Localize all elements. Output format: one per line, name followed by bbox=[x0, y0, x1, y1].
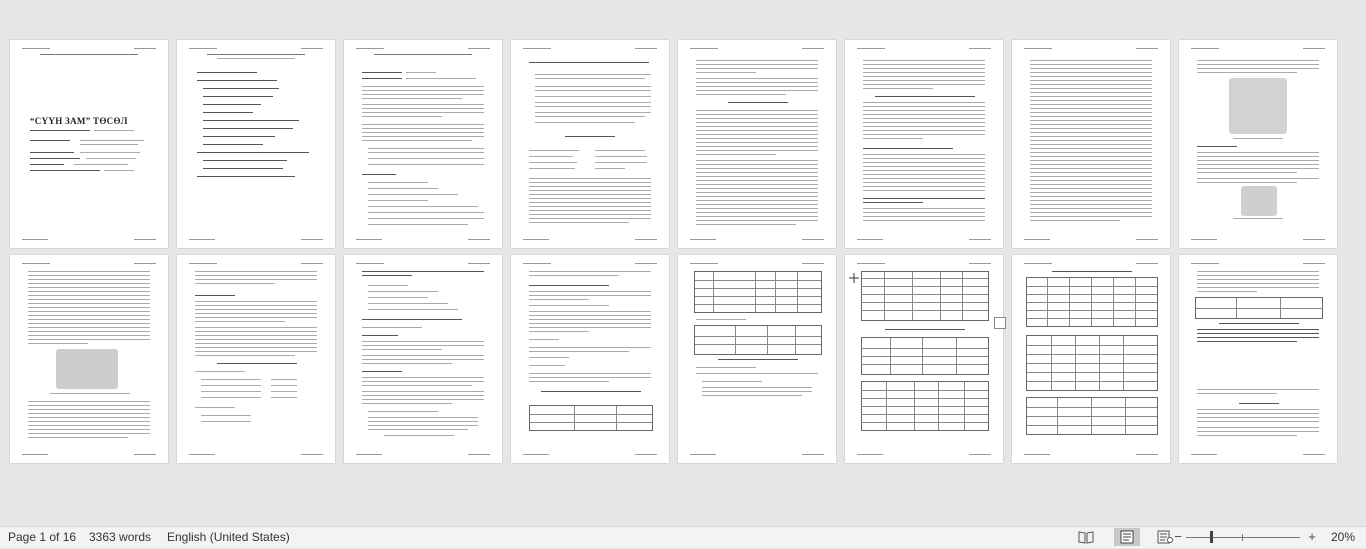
data-table bbox=[1026, 397, 1158, 435]
zoom-in-button[interactable]: + bbox=[1308, 529, 1316, 544]
data-table bbox=[1026, 277, 1158, 327]
machine-image bbox=[1229, 78, 1287, 134]
data-table bbox=[861, 271, 989, 321]
page-thumbnail-14[interactable] bbox=[845, 255, 1003, 463]
page-thumbnail-8[interactable] bbox=[1179, 40, 1337, 248]
zoom-out-button[interactable]: − bbox=[1174, 529, 1182, 544]
data-table bbox=[1026, 335, 1158, 391]
page-thumbnail-6[interactable] bbox=[845, 40, 1003, 248]
page-thumbnail-15[interactable] bbox=[1012, 255, 1170, 463]
zoom-slider-center-tick bbox=[1242, 534, 1243, 541]
page-thumbnail-4[interactable] bbox=[511, 40, 669, 248]
page-thumbnail-13[interactable] bbox=[678, 255, 836, 463]
page-thumbnail-7[interactable] bbox=[1012, 40, 1170, 248]
data-table bbox=[861, 381, 989, 431]
zoom-slider[interactable] bbox=[1186, 537, 1300, 538]
data-table bbox=[529, 405, 653, 431]
cover-title: “СҮҮН ЗАМ” ТӨСӨЛ bbox=[30, 116, 128, 126]
page-thumbnail-9[interactable] bbox=[10, 255, 168, 463]
page-thumbnail-2[interactable] bbox=[177, 40, 335, 248]
zoom-level[interactable]: 20% bbox=[1331, 530, 1356, 544]
data-table bbox=[694, 325, 822, 355]
move-cursor-icon bbox=[849, 270, 859, 280]
page-thumbnail-16[interactable] bbox=[1179, 255, 1337, 463]
page-count[interactable]: Page 1 of 16 bbox=[8, 530, 77, 544]
print-layout-icon[interactable] bbox=[1114, 528, 1140, 546]
data-table bbox=[1195, 297, 1323, 319]
book-icon[interactable] bbox=[1078, 530, 1094, 544]
page-thumbnail-3[interactable] bbox=[344, 40, 502, 248]
page-thumbnail-5[interactable] bbox=[678, 40, 836, 248]
page-thumbnail-1[interactable] bbox=[10, 40, 168, 248]
zoom-slider-thumb[interactable] bbox=[1210, 531, 1213, 543]
data-table bbox=[694, 271, 822, 313]
meat-grinder-image bbox=[56, 349, 118, 389]
page-thumbnail-12[interactable] bbox=[511, 255, 669, 463]
status-bar bbox=[0, 526, 1366, 548]
data-table bbox=[861, 337, 989, 375]
resize-handle[interactable] bbox=[994, 317, 1006, 329]
page-thumbnail-10[interactable] bbox=[177, 255, 335, 463]
page-thumbnail-11[interactable] bbox=[344, 255, 502, 463]
language-indicator[interactable]: English (United States) bbox=[167, 530, 290, 544]
word-count[interactable]: 3363 words bbox=[89, 530, 152, 544]
equipment-image bbox=[1241, 186, 1277, 216]
